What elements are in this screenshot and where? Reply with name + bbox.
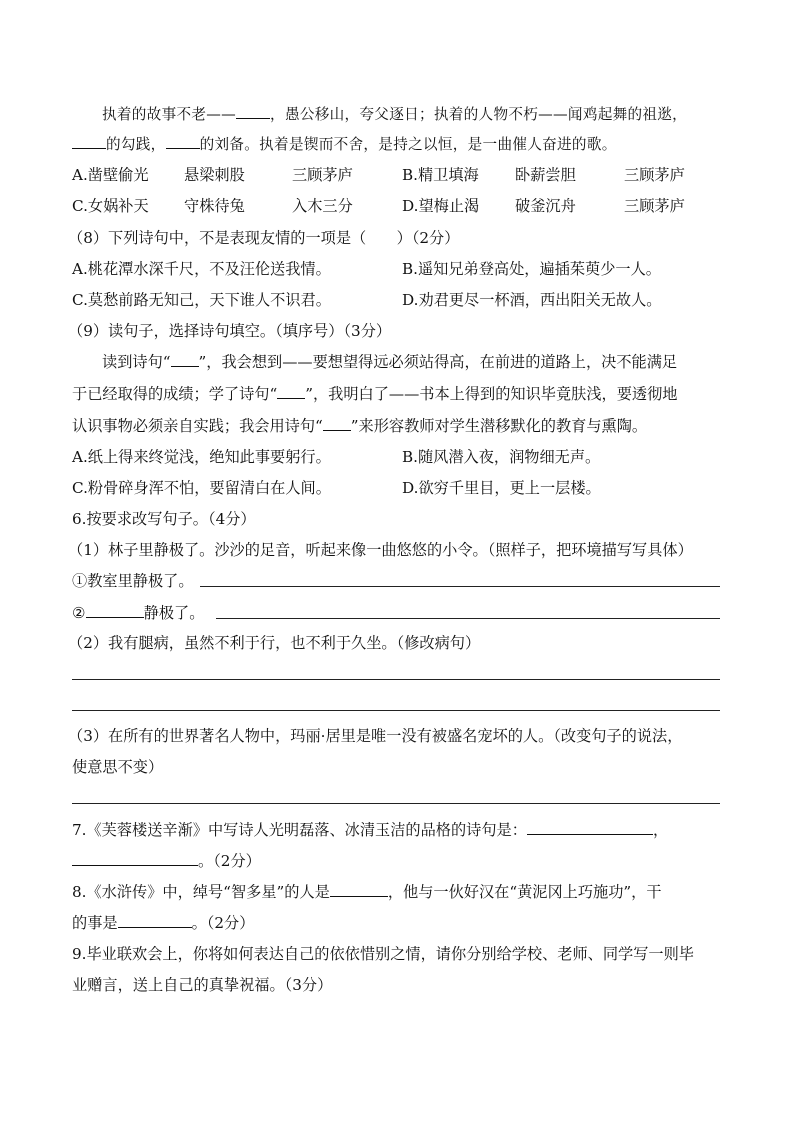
answer-blank[interactable]: [527, 820, 653, 835]
s6-q1-b: [72, 603, 204, 623]
option-d-1[interactable]: D.望梅止渴: [402, 197, 480, 215]
intro-text: 执着的故事不老——: [102, 106, 237, 123]
section-8-line-1: [72, 882, 662, 902]
q9-option-c[interactable]: C.粉骨碎身浑不怕，要留清白在人间。: [72, 479, 331, 497]
answer-line[interactable]: [200, 586, 720, 587]
answer-blank[interactable]: [86, 603, 144, 618]
intro-line-2: [72, 134, 617, 155]
section-7-line-2: [72, 851, 261, 871]
s8-text: 的事是: [72, 914, 118, 932]
answer-line[interactable]: [72, 803, 720, 804]
section-9-line-2: 业赠言，送上自己的真挚祝福。（3分）: [72, 976, 333, 994]
s7-text: ，: [652, 821, 669, 839]
q8-option-c[interactable]: C.莫愁前路无知己，天下谁人不识君。: [72, 291, 331, 309]
option-c-1[interactable]: C.女娲补天: [72, 197, 149, 215]
answer-blank[interactable]: [166, 134, 200, 149]
q8-stem: （8）下列诗句中，不是表现友情的一项是（ ）（2分）: [68, 229, 460, 247]
answer-blank[interactable]: [330, 882, 388, 897]
s8-text: 8.《水浒传》中，绰号“智多星”的人是: [72, 883, 330, 901]
section-7-line-1: [72, 820, 668, 840]
q9-text: ”，我明白了——书本上得到的知识毕竟肤浅，要透彻地: [305, 385, 678, 403]
intro-text: 的勾践，: [106, 136, 166, 153]
option-c-3: 入木三分: [292, 197, 353, 215]
answer-line[interactable]: [216, 618, 720, 619]
s6-text: 静极了。: [143, 604, 205, 622]
s6-q2: （2）我有腿病，虽然不利于行，也不利于久坐。（修改病句）: [68, 634, 481, 652]
option-a-1[interactable]: A.凿壁偷光: [72, 166, 149, 184]
intro-line-1: [102, 104, 687, 125]
s7-text: 7.《芙蓉楼送辛渐》中写诗人光明磊落、冰清玉洁的品格的诗句是：: [72, 821, 527, 839]
q9-text: ”来形容教师对学生潜移默化的教育与熏陶。: [350, 417, 648, 435]
q9-text: 于已经取得的成绩；学了诗句“: [72, 385, 278, 403]
option-a-3: 三顾茅庐: [292, 166, 353, 184]
option-b-2: 卧薪尝胆: [515, 166, 576, 184]
answer-blank[interactable]: [236, 104, 270, 119]
s6-q1: （1）林子里静极了。沙沙的足音，听起来像一曲悠悠的小令。（照样子，把环境描写写具体）: [68, 541, 693, 559]
q9-text: 读到诗句“: [102, 353, 171, 371]
answer-blank[interactable]: [118, 913, 192, 928]
answer-line[interactable]: [72, 679, 720, 680]
q9-text: 认识事物必须亲自实践；我会用诗句“: [72, 417, 323, 435]
answer-line[interactable]: [72, 710, 720, 711]
s6-q1-a: ①教室里静极了。: [72, 572, 194, 590]
q9-paragraph-2: [72, 384, 677, 404]
option-a-2: 悬梁刺股: [184, 166, 245, 184]
option-d-2: 破釜沉舟: [515, 197, 576, 215]
answer-blank[interactable]: [171, 352, 199, 367]
option-b-1[interactable]: B.精卫填海: [402, 166, 479, 184]
s7-text: 。（2分）: [198, 852, 261, 870]
q9-stem: （9）读句子，选择诗句填空。（填序号）（3分）: [68, 322, 392, 340]
section-9-line-1: 9.毕业联欢会上，你将如何表达自己的依依惜别之情，请你分别给学校、老师、同学写一则毕: [72, 945, 694, 963]
s6-text: ②: [72, 604, 86, 622]
q9-option-b[interactable]: B.随风潜入夜，润物细无声。: [402, 448, 601, 466]
q9-option-a[interactable]: A.纸上得来终觉浅，绝知此事要躬行。: [72, 448, 331, 466]
intro-text: 的刘备。执着是锲而不舍，是持之以恒，是一曲催人奋进的歌。: [199, 136, 617, 153]
q8-option-b[interactable]: B.遥知兄弟登高处，遍插茱萸少一人。: [402, 260, 661, 278]
q9-paragraph-1: [102, 352, 677, 372]
option-d-3: 三顾茅庐: [624, 197, 685, 215]
q9-text: ”，我会想到——要想望得远必须站得高，在前进的道路上，决不能满足: [198, 353, 678, 371]
s8-text: ，他与一伙好汉在“黄泥冈上巧施功”，干: [387, 883, 662, 901]
answer-blank[interactable]: [72, 134, 106, 149]
answer-blank[interactable]: [72, 851, 198, 866]
answer-blank[interactable]: [277, 384, 305, 399]
s6-q3-line-2: 使意思不变）: [72, 758, 164, 776]
answer-blank[interactable]: [323, 416, 351, 431]
section-6-title: 6.按要求改写句子。（4分）: [72, 510, 256, 528]
q9-option-d[interactable]: D.欲穷千里目，更上一层楼。: [402, 479, 601, 497]
q9-paragraph-3: [72, 416, 647, 436]
q8-option-d[interactable]: D.劝君更尽一杯酒，西出阳关无故人。: [402, 291, 662, 309]
section-8-line-2: [72, 913, 254, 933]
s8-text: 。（2分）: [191, 914, 255, 932]
option-b-3: 三顾茅庐: [624, 166, 685, 184]
s6-q3-line-1: （3）在所有的世界著名人物中，玛丽·居里是唯一没有被盛名宠坏的人。（改变句子的说法，: [68, 727, 683, 745]
q8-option-a[interactable]: A.桃花潭水深千尺，不及汪伦送我情。: [72, 260, 331, 278]
intro-text: ，愚公移山，夸父逐日；执着的人物不朽——闻鸡起舞的祖逖，: [270, 106, 688, 123]
option-c-2: 守株待兔: [184, 197, 245, 215]
